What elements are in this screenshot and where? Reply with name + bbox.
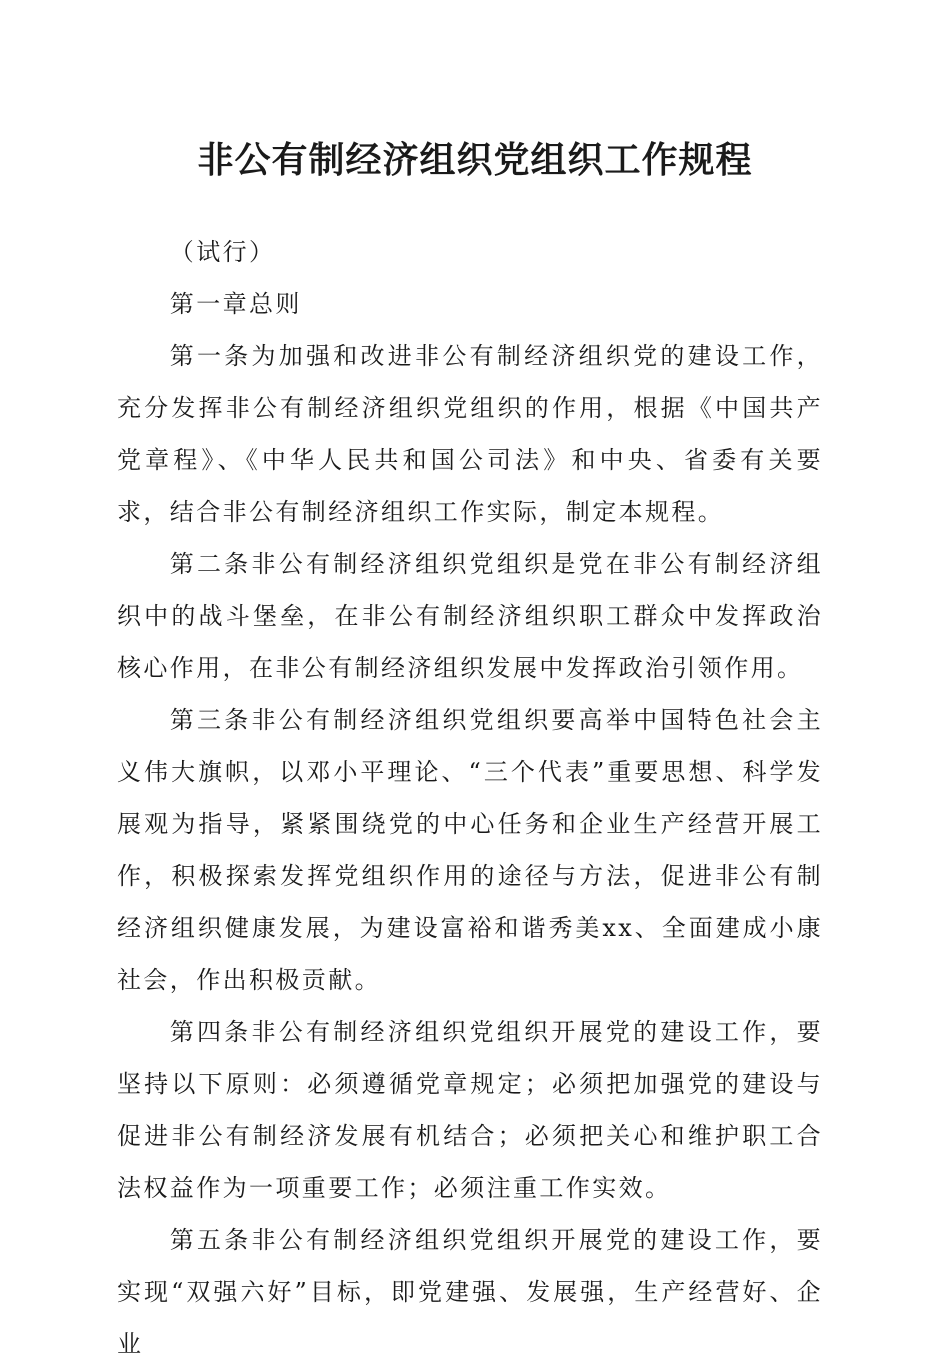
article-5: 第五条非公有制经济组织党组织开展党的建设工作，要实现“双强六好”目标，即党建强、发展强，生产经营好、企业 [117, 1226, 823, 1358]
article-4: 第四条非公有制经济组织党组织开展党的建设工作，要坚持以下原则：必须遵循党章规定；必须把加强党的建设与促进非公有制经济发展有机结合；必须把关心和维护职工合法权益作为一项重要工作；必须注重工作实效。 [117, 1018, 823, 1202]
document-body [117, 226, 823, 1370]
chapter-heading: 第一章总则 [169, 290, 302, 318]
article-3: 第三条非公有制经济组织党组织要高举中国特色社会主义伟大旗帜，以邓小平理论、“三个代表”重要思想、科学发展观为指导，紧紧围绕党的中心任务和企业生产经营开展工作，积极探索发挥党组织作用的途径与方法，促进非公有制经济组织健康发展，为建设富裕和谐秀美xx、全面建成小康社会，作出积极贡献。 [117, 706, 823, 994]
document-subtitle: （试行） [169, 238, 276, 266]
article-1: 第一条为加强和改进非公有制经济组织党的建设工作，充分发挥非公有制经济组织党组织的作用，根据《中国共产党章程》、《中华人民共和国公司法》和中央、省委有关要求，结合非公有制经济组织工作实际，制定本规程。 [117, 342, 823, 526]
document-title: 非公有制经济组织党组织工作规程 [197, 139, 753, 181]
article-2: 第二条非公有制经济组织党组织是党在非公有制经济组织中的战斗堡垒，在非公有制经济组织职工群众中发挥政治核心作用，在非公有制经济组织发展中发挥政治引领作用。 [117, 550, 823, 682]
